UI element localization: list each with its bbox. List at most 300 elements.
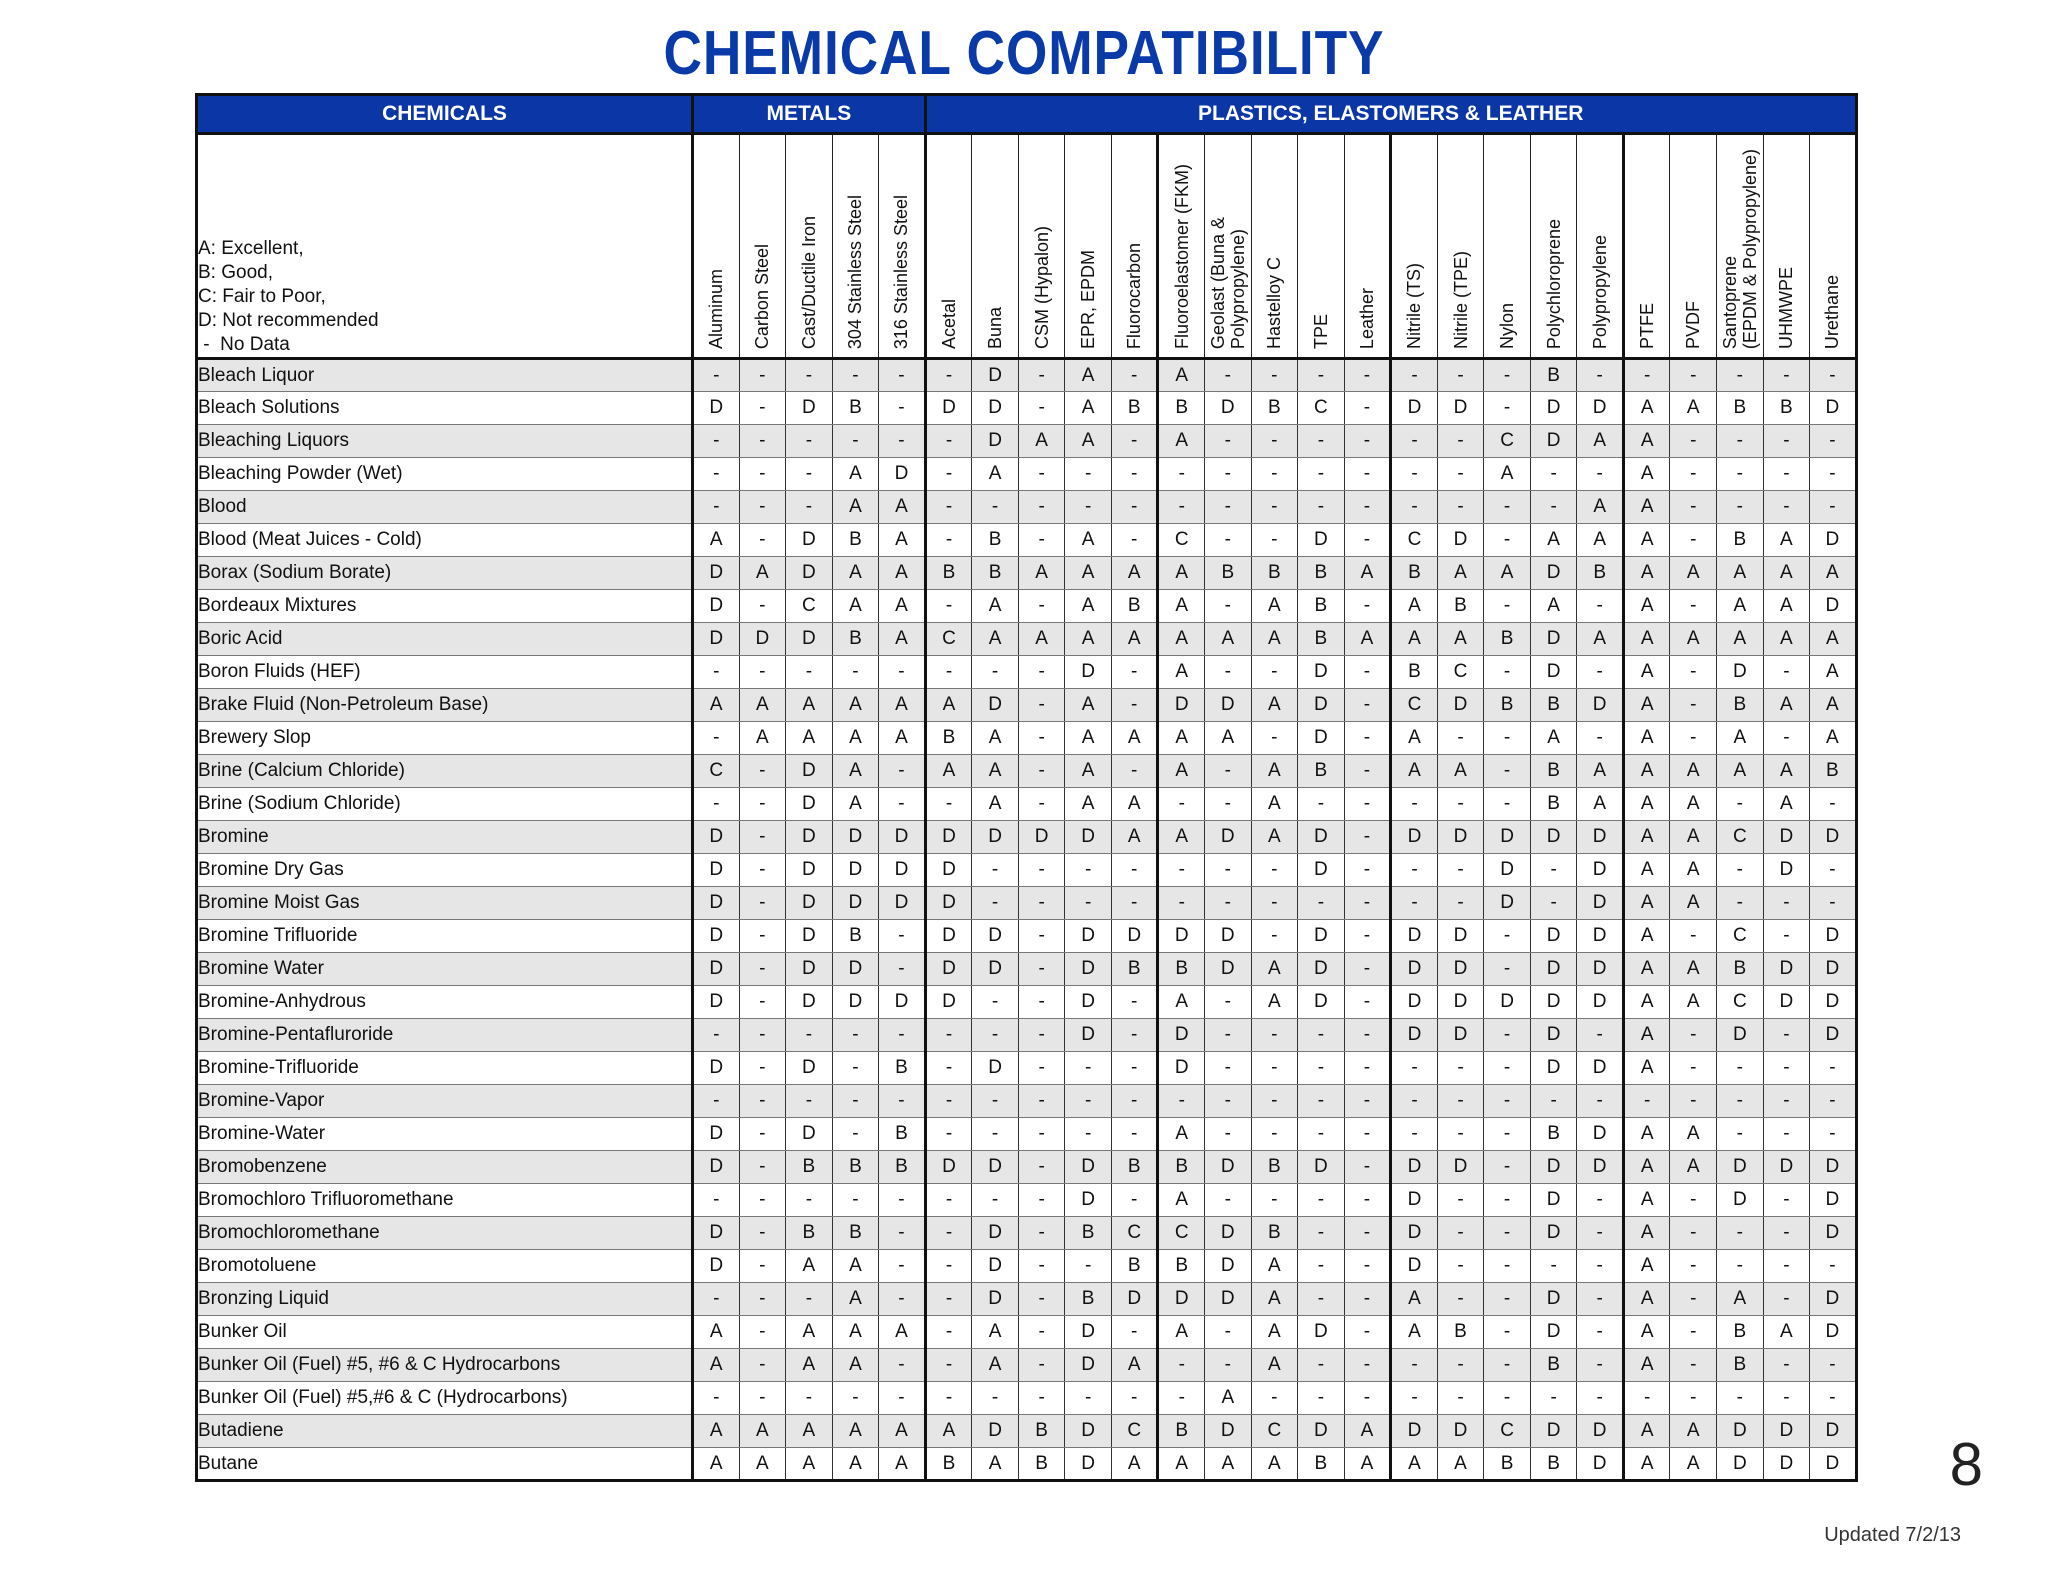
- rating-cell: A: [1717, 557, 1764, 590]
- table-row: [197, 392, 1857, 425]
- rating-cell: A: [1065, 623, 1112, 656]
- rating-cell: B: [1530, 689, 1577, 722]
- rating-cell: D: [1763, 1415, 1810, 1448]
- rating-cell: -: [925, 1349, 972, 1382]
- rating-cell: A: [1391, 755, 1438, 788]
- rating-cell: -: [1810, 1250, 1857, 1283]
- rating-cell: B: [925, 1448, 972, 1481]
- chemical-name: Bromine Dry Gas: [197, 854, 693, 887]
- rating-cell: D: [1437, 986, 1484, 1019]
- table-row: [197, 953, 1857, 986]
- rating-cell: -: [1391, 359, 1438, 392]
- rating-cell: -: [879, 1019, 926, 1052]
- rating-cell: D: [972, 953, 1019, 986]
- rating-cell: B: [972, 524, 1019, 557]
- rating-cell: D: [1763, 986, 1810, 1019]
- rating-cell: -: [1391, 1118, 1438, 1151]
- rating-cell: -: [1298, 425, 1345, 458]
- rating-cell: -: [1717, 425, 1764, 458]
- group-metals: METALS: [693, 95, 926, 134]
- legend-item: D: Not recommended: [198, 310, 379, 331]
- rating-cell: -: [1437, 1283, 1484, 1316]
- rating-cell: A: [1623, 1250, 1670, 1283]
- rating-cell: -: [879, 359, 926, 392]
- rating-cell: D: [1437, 1019, 1484, 1052]
- rating-cell: -: [1530, 458, 1577, 491]
- rating-cell: D: [1810, 986, 1857, 1019]
- rating-cell: -: [1251, 1085, 1298, 1118]
- rating-cell: A: [786, 1349, 833, 1382]
- column-header: [1623, 134, 1670, 359]
- rating-cell: A: [1251, 821, 1298, 854]
- rating-cell: A: [1205, 1382, 1252, 1415]
- rating-cell: A: [879, 524, 926, 557]
- rating-cell: -: [1298, 1250, 1345, 1283]
- rating-cell: B: [1251, 392, 1298, 425]
- rating-cell: -: [1344, 1019, 1391, 1052]
- rating-cell: -: [972, 887, 1019, 920]
- rating-cell: -: [1018, 1316, 1065, 1349]
- rating-cell: -: [1111, 1052, 1158, 1085]
- rating-cell: -: [1018, 788, 1065, 821]
- table-row: [197, 1316, 1857, 1349]
- rating-cell: -: [1344, 722, 1391, 755]
- rating-cell: A: [1158, 1316, 1205, 1349]
- rating-cell: A: [1763, 557, 1810, 590]
- rating-cell: -: [739, 359, 786, 392]
- rating-cell: A: [1158, 1118, 1205, 1151]
- rating-cell: -: [1437, 1382, 1484, 1415]
- rating-cell: A: [1484, 557, 1531, 590]
- rating-cell: A: [1437, 623, 1484, 656]
- rating-cell: A: [1623, 1415, 1670, 1448]
- rating-cell: D: [1298, 953, 1345, 986]
- rating-cell: -: [1623, 359, 1670, 392]
- rating-cell: -: [832, 1382, 879, 1415]
- rating-cell: -: [1717, 854, 1764, 887]
- rating-cell: -: [786, 425, 833, 458]
- rating-cell: -: [1763, 920, 1810, 953]
- rating-cell: -: [1577, 1283, 1624, 1316]
- rating-cell: -: [1484, 524, 1531, 557]
- rating-cell: -: [739, 1019, 786, 1052]
- table-row: [197, 1184, 1857, 1217]
- rating-cell: A: [1717, 1283, 1764, 1316]
- rating-cell: B: [879, 1151, 926, 1184]
- rating-cell: A: [1251, 1316, 1298, 1349]
- column-header: [1391, 134, 1438, 359]
- rating-cell: C: [1111, 1217, 1158, 1250]
- rating-cell: -: [1205, 1316, 1252, 1349]
- rating-cell: A: [693, 1316, 740, 1349]
- rating-cell: D: [1484, 887, 1531, 920]
- rating-cell: -: [1065, 458, 1112, 491]
- rating-cell: -: [1344, 1217, 1391, 1250]
- rating-cell: D: [1065, 1151, 1112, 1184]
- column-header-label: PVDF: [1683, 300, 1704, 349]
- rating-cell: A: [1670, 1118, 1717, 1151]
- column-header-label: Hastelloy C: [1264, 256, 1285, 349]
- rating-cell: -: [1577, 1019, 1624, 1052]
- rating-cell: D: [693, 986, 740, 1019]
- rating-cell: -: [693, 491, 740, 524]
- rating-cell: -: [1484, 755, 1531, 788]
- rating-cell: D: [786, 755, 833, 788]
- rating-cell: -: [739, 1283, 786, 1316]
- rating-cell: D: [1298, 920, 1345, 953]
- rating-cell: A: [1111, 557, 1158, 590]
- rating-cell: -: [832, 359, 879, 392]
- page-title: CHEMICAL COMPATIBILITY: [663, 19, 1385, 88]
- rating-cell: -: [1484, 1118, 1531, 1151]
- rating-cell: D: [972, 1283, 1019, 1316]
- rating-cell: B: [1484, 689, 1531, 722]
- rating-cell: -: [1670, 1184, 1717, 1217]
- chemical-name: Bromine-Anhydrous: [197, 986, 693, 1019]
- rating-cell: D: [972, 425, 1019, 458]
- rating-cell: -: [739, 1151, 786, 1184]
- rating-cell: -: [1484, 359, 1531, 392]
- rating-cell: B: [1298, 1448, 1345, 1481]
- rating-cell: B: [1158, 1415, 1205, 1448]
- rating-cell: B: [1530, 755, 1577, 788]
- rating-cell: -: [1763, 1184, 1810, 1217]
- rating-cell: -: [1298, 1019, 1345, 1052]
- rating-cell: A: [832, 1349, 879, 1382]
- rating-cell: A: [1623, 1217, 1670, 1250]
- rating-cell: A: [1577, 491, 1624, 524]
- rating-cell: D: [786, 986, 833, 1019]
- rating-cell: -: [1670, 425, 1717, 458]
- rating-cell: B: [1018, 1448, 1065, 1481]
- chemical-name: Boron Fluids (HEF): [197, 656, 693, 689]
- rating-cell: B: [1298, 755, 1345, 788]
- rating-cell: A: [1018, 557, 1065, 590]
- chemical-name: Bleach Liquor: [197, 359, 693, 392]
- rating-cell: A: [1158, 623, 1205, 656]
- rating-cell: -: [1205, 854, 1252, 887]
- column-header: [1251, 134, 1298, 359]
- rating-cell: A: [1623, 722, 1670, 755]
- rating-cell: -: [1344, 1316, 1391, 1349]
- chemical-name: Bromine: [197, 821, 693, 854]
- rating-cell: A: [1530, 524, 1577, 557]
- rating-cell: -: [1065, 1052, 1112, 1085]
- rating-cell: -: [1018, 458, 1065, 491]
- rating-cell: A: [879, 491, 926, 524]
- rating-cell: -: [739, 1349, 786, 1382]
- table-row: [197, 656, 1857, 689]
- rating-cell: -: [1484, 590, 1531, 623]
- rating-cell: -: [739, 1118, 786, 1151]
- rating-cell: B: [1251, 557, 1298, 590]
- rating-cell: D: [1205, 953, 1252, 986]
- rating-cell: A: [1065, 524, 1112, 557]
- rating-cell: A: [1623, 788, 1670, 821]
- rating-cell: -: [1763, 1283, 1810, 1316]
- rating-cell: A: [1344, 1448, 1391, 1481]
- rating-cell: A: [832, 755, 879, 788]
- rating-cell: D: [925, 1151, 972, 1184]
- rating-cell: D: [972, 1250, 1019, 1283]
- rating-cell: B: [786, 1217, 833, 1250]
- rating-cell: -: [1763, 1382, 1810, 1415]
- rating-cell: D: [1065, 1448, 1112, 1481]
- rating-cell: -: [1298, 1184, 1345, 1217]
- rating-cell: A: [1717, 722, 1764, 755]
- rating-cell: -: [1763, 1349, 1810, 1382]
- rating-cell: -: [1251, 1118, 1298, 1151]
- rating-cell: B: [832, 392, 879, 425]
- rating-cell: A: [1670, 788, 1717, 821]
- rating-cell: -: [1344, 1382, 1391, 1415]
- table-row: [197, 1217, 1857, 1250]
- chemical-name: Bunker Oil (Fuel) #5,#6 & C (Hydrocarbons): [197, 1382, 693, 1415]
- rating-cell: -: [1018, 689, 1065, 722]
- rating-cell: -: [693, 722, 740, 755]
- rating-cell: -: [1344, 1151, 1391, 1184]
- rating-cell: D: [1810, 1283, 1857, 1316]
- rating-cell: -: [1623, 1382, 1670, 1415]
- rating-cell: D: [1530, 821, 1577, 854]
- rating-cell: -: [1670, 1316, 1717, 1349]
- rating-cell: D: [693, 557, 740, 590]
- rating-cell: B: [1717, 689, 1764, 722]
- rating-cell: A: [1158, 1184, 1205, 1217]
- rating-cell: -: [1717, 1382, 1764, 1415]
- rating-cell: D: [1391, 1151, 1438, 1184]
- rating-cell: D: [1437, 953, 1484, 986]
- rating-cell: A: [1763, 623, 1810, 656]
- rating-cell: D: [925, 821, 972, 854]
- table-row: [197, 1415, 1857, 1448]
- group-chemicals: CHEMICALS: [197, 95, 693, 134]
- rating-cell: -: [1810, 1085, 1857, 1118]
- rating-cell: -: [1484, 1349, 1531, 1382]
- rating-cell: -: [1717, 1250, 1764, 1283]
- rating-cell: -: [1065, 887, 1112, 920]
- rating-cell: -: [972, 854, 1019, 887]
- rating-cell: A: [1065, 392, 1112, 425]
- chemical-name: Bromobenzene: [197, 1151, 693, 1184]
- rating-cell: D: [1530, 392, 1577, 425]
- rating-cell: D: [1158, 689, 1205, 722]
- rating-cell: -: [1111, 491, 1158, 524]
- rating-cell: D: [1065, 953, 1112, 986]
- rating-cell: -: [739, 854, 786, 887]
- rating-cell: D: [1484, 986, 1531, 1019]
- table-row: [197, 491, 1857, 524]
- rating-cell: D: [1158, 1019, 1205, 1052]
- rating-cell: -: [1298, 1217, 1345, 1250]
- table-row: [197, 1118, 1857, 1151]
- rating-cell: -: [1065, 1118, 1112, 1151]
- rating-cell: -: [1205, 656, 1252, 689]
- rating-cell: A: [1251, 788, 1298, 821]
- rating-cell: A: [739, 722, 786, 755]
- column-header-label: Nylon: [1497, 302, 1518, 349]
- rating-cell: D: [786, 1118, 833, 1151]
- rating-cell: B: [925, 722, 972, 755]
- rating-cell: D: [972, 1151, 1019, 1184]
- chemical-name: Bunker Oil: [197, 1316, 693, 1349]
- rating-cell: -: [1484, 491, 1531, 524]
- rating-cell: D: [739, 623, 786, 656]
- rating-cell: -: [1018, 359, 1065, 392]
- rating-cell: -: [1437, 722, 1484, 755]
- rating-cell: -: [1437, 887, 1484, 920]
- rating-cell: A: [693, 689, 740, 722]
- rating-cell: -: [1251, 887, 1298, 920]
- rating-cell: -: [1437, 1085, 1484, 1118]
- rating-cell: D: [1717, 1448, 1764, 1481]
- rating-cell: -: [1670, 722, 1717, 755]
- rating-cell: -: [1018, 392, 1065, 425]
- rating-cell: -: [972, 1184, 1019, 1217]
- rating-cell: -: [925, 425, 972, 458]
- column-header: [1344, 134, 1391, 359]
- rating-cell: -: [1577, 1349, 1624, 1382]
- rating-cell: -: [1484, 1151, 1531, 1184]
- rating-cell: -: [1344, 458, 1391, 491]
- rating-cell: B: [1717, 524, 1764, 557]
- column-header: [1205, 134, 1252, 359]
- rating-cell: -: [925, 1085, 972, 1118]
- rating-cell: D: [972, 920, 1019, 953]
- column-header: [1530, 134, 1577, 359]
- rating-cell: D: [1763, 821, 1810, 854]
- rating-cell: C: [1158, 1217, 1205, 1250]
- rating-cell: B: [1530, 1349, 1577, 1382]
- rating-cell: D: [1391, 1184, 1438, 1217]
- rating-cell: -: [1018, 524, 1065, 557]
- rating-cell: D: [1577, 1415, 1624, 1448]
- rating-cell: A: [832, 1415, 879, 1448]
- rating-cell: -: [1437, 491, 1484, 524]
- rating-cell: C: [1717, 920, 1764, 953]
- column-header: [1577, 134, 1624, 359]
- rating-cell: A: [1251, 986, 1298, 1019]
- rating-cell: D: [693, 920, 740, 953]
- rating-cell: D: [1810, 1019, 1857, 1052]
- rating-cell: A: [1111, 722, 1158, 755]
- chemical-name: Butadiene: [197, 1415, 693, 1448]
- rating-cell: -: [1018, 920, 1065, 953]
- rating-cell: D: [1810, 1448, 1857, 1481]
- rating-cell: B: [1530, 359, 1577, 392]
- rating-cell: -: [1717, 359, 1764, 392]
- rating-cell: A: [1670, 854, 1717, 887]
- rating-cell: D: [693, 1118, 740, 1151]
- column-header-label: Geolast (Buna & Polypropylene): [1207, 216, 1248, 349]
- rating-cell: -: [1298, 491, 1345, 524]
- chemical-name: Bromine-Vapor: [197, 1085, 693, 1118]
- rating-cell: D: [1391, 1415, 1438, 1448]
- rating-cell: A: [1391, 1448, 1438, 1481]
- rating-cell: A: [1623, 557, 1670, 590]
- rating-cell: -: [693, 1382, 740, 1415]
- rating-cell: -: [879, 755, 926, 788]
- rating-cell: -: [1344, 392, 1391, 425]
- column-header: [1810, 134, 1857, 359]
- rating-cell: D: [1810, 1217, 1857, 1250]
- rating-cell: D: [1810, 1415, 1857, 1448]
- rating-cell: D: [1391, 986, 1438, 1019]
- rating-cell: D: [1810, 392, 1857, 425]
- rating-cell: A: [1065, 689, 1112, 722]
- rating-cell: B: [1111, 590, 1158, 623]
- rating-cell: D: [832, 986, 879, 1019]
- rating-cell: -: [879, 392, 926, 425]
- rating-cell: B: [1530, 1118, 1577, 1151]
- rating-cell: D: [1391, 953, 1438, 986]
- rating-cell: -: [1670, 1085, 1717, 1118]
- rating-cell: -: [1251, 1019, 1298, 1052]
- table-row: [197, 854, 1857, 887]
- rating-cell: C: [693, 755, 740, 788]
- rating-cell: A: [1670, 887, 1717, 920]
- rating-cell: -: [1763, 458, 1810, 491]
- table-row: [197, 1382, 1857, 1415]
- rating-cell: -: [1391, 1382, 1438, 1415]
- rating-cell: -: [1018, 590, 1065, 623]
- rating-cell: -: [1205, 1184, 1252, 1217]
- rating-cell: -: [739, 590, 786, 623]
- rating-cell: A: [1763, 1316, 1810, 1349]
- rating-cell: -: [739, 821, 786, 854]
- rating-cell: D: [1577, 392, 1624, 425]
- column-header-label: EPR, EPDM: [1078, 249, 1099, 349]
- rating-cell: D: [1158, 1283, 1205, 1316]
- rating-cell: -: [1298, 1382, 1345, 1415]
- column-header: [1763, 134, 1810, 359]
- rating-cell: -: [1205, 1052, 1252, 1085]
- rating-cell: D: [1158, 920, 1205, 953]
- rating-cell: -: [693, 1184, 740, 1217]
- column-header-label: Acetal: [939, 298, 959, 349]
- rating-cell: D: [1205, 1283, 1252, 1316]
- rating-cell: D: [925, 887, 972, 920]
- rating-cell: A: [1623, 656, 1670, 689]
- chemical-name: Bromotoluene: [197, 1250, 693, 1283]
- rating-cell: A: [1670, 1151, 1717, 1184]
- rating-cell: D: [1205, 1415, 1252, 1448]
- rating-cell: D: [925, 920, 972, 953]
- rating-cell: -: [1111, 524, 1158, 557]
- legend-item: B: Good,: [198, 262, 273, 283]
- rating-cell: -: [786, 656, 833, 689]
- column-header-label: TPE: [1310, 313, 1331, 349]
- legend-item: C: Fair to Poor,: [198, 286, 326, 307]
- rating-cell: A: [1623, 1019, 1670, 1052]
- rating-cell: A: [1763, 689, 1810, 722]
- rating-cell: -: [1763, 1019, 1810, 1052]
- rating-cell: B: [1763, 392, 1810, 425]
- column-header-label: CSM (Hypalon): [1031, 225, 1052, 349]
- rating-cell: A: [1670, 623, 1717, 656]
- rating-cell: A: [1623, 821, 1670, 854]
- rating-cell: D: [1065, 1349, 1112, 1382]
- rating-cell: A: [1717, 590, 1764, 623]
- rating-cell: D: [1530, 1019, 1577, 1052]
- column-header: [693, 134, 740, 359]
- rating-cell: A: [1670, 1415, 1717, 1448]
- rating-cell: -: [1298, 1349, 1345, 1382]
- rating-cell: -: [925, 656, 972, 689]
- rating-cell: -: [1484, 953, 1531, 986]
- rating-cell: -: [1251, 425, 1298, 458]
- rating-cell: A: [1623, 623, 1670, 656]
